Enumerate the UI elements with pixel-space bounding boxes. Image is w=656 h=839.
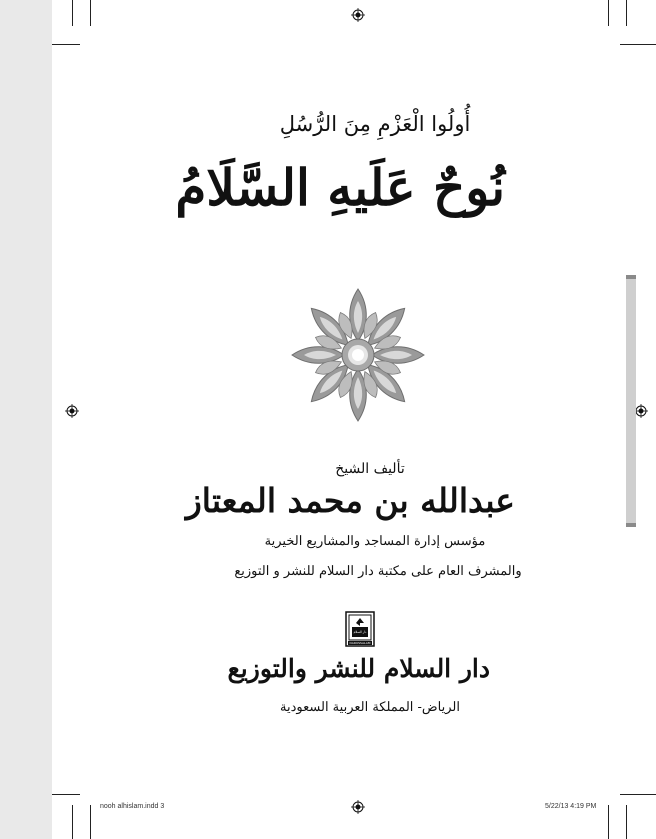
registration-mark-icon [634, 404, 648, 418]
logo-arabic-text: دار السلام [353, 630, 367, 634]
print-timestamp: 5/22/13 4:19 PM [545, 803, 597, 810]
crop-mark [72, 0, 73, 26]
crop-mark [620, 44, 656, 45]
crop-mark [620, 794, 656, 795]
author-position-2: والمشرف العام على مكتبة دار السلام للنشر و التوزيع [234, 564, 522, 579]
publisher-logo [345, 611, 375, 647]
vertical-scrollbar[interactable] [626, 275, 636, 527]
crop-mark [52, 44, 80, 45]
registration-mark-icon [65, 404, 79, 418]
print-filename: nooh alhislam.indd 3 [100, 803, 165, 810]
book-title: نُوحٌ عَلَيهِ السَّلَامُ [175, 158, 505, 217]
logo-latin-text: DARUSSALAM [349, 641, 371, 645]
scrollbar-cap-top [626, 275, 636, 279]
author-name: عبدالله بن محمد المعتاز [185, 481, 515, 520]
publisher-name: دار السلام للنشر والتوزيع [227, 654, 490, 683]
author-label: تأليف الشيخ [335, 461, 405, 477]
crop-mark [626, 0, 627, 26]
crop-mark [626, 805, 627, 839]
scrollbar-cap-bottom [626, 523, 636, 527]
crop-mark [72, 805, 73, 839]
pasteboard-left [0, 0, 52, 839]
publisher-location: الرياض- المملكة العربية السعودية [280, 700, 460, 715]
crop-mark [90, 0, 91, 26]
crop-mark [608, 0, 609, 26]
registration-mark-icon [351, 8, 365, 22]
author-position-1: مؤسس إدارة المساجد والمشاريع الخيرية [264, 534, 486, 549]
registration-mark-icon [351, 800, 365, 814]
floral-ornament-icon [283, 285, 433, 425]
crop-mark [608, 805, 609, 839]
series-title: أُولُوا الْعَزْمِ مِنَ الرُّسُلِ [279, 112, 471, 136]
crop-mark [90, 805, 91, 839]
crop-mark [52, 794, 80, 795]
